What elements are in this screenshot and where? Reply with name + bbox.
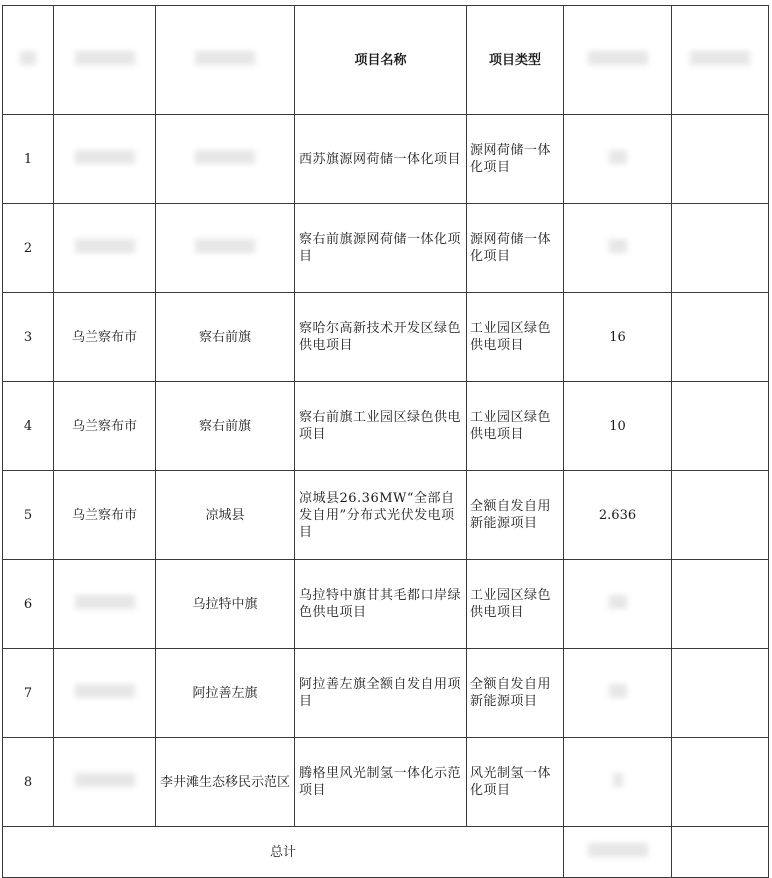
row-project-type: 全额自发自用新能源项目 [467,649,564,738]
row-city [54,204,156,293]
table-row [3,560,769,649]
table-row [3,471,769,560]
row-capacity [564,560,672,649]
row-no: 6 [3,560,54,649]
header-city [54,6,156,115]
total-row [3,827,769,878]
row-note [672,560,769,649]
header-county [156,6,295,115]
row-capacity [564,115,672,204]
row-no: 3 [3,293,54,382]
table-row [3,382,769,471]
table-row [3,204,769,293]
table-row [3,115,769,204]
row-no: 8 [3,738,54,827]
header-project-type: 项目类型 [467,6,564,115]
table-row [3,293,769,382]
row-city: 乌兰察布市 [54,293,156,382]
row-project-name: 察右前旗源网荷储一体化项目 [295,204,467,293]
total-label: 总计 [3,827,564,878]
header-project-name: 项目名称 [295,6,467,115]
row-project-name: 西苏旗源网荷储一体化项目 [295,115,467,204]
row-county: 察右前旗 [156,293,295,382]
row-county [156,204,295,293]
row-note [672,471,769,560]
row-project-name: 凉城县26.36MW“全部自发自用”分布式光伏发电项目 [295,471,467,560]
row-county: 察右前旗 [156,382,295,471]
row-city: 乌兰察布市 [54,471,156,560]
row-project-type: 源网荷储一体化项目 [467,115,564,204]
row-capacity [564,649,672,738]
row-project-name: 察右前旗工业园区绿色供电项目 [295,382,467,471]
row-capacity: 16 [564,293,672,382]
row-note [672,738,769,827]
row-county: 乌拉特中旗 [156,560,295,649]
row-note [672,649,769,738]
row-project-name: 乌拉特中旗甘其毛都口岸绿色供电项目 [295,560,467,649]
table-row [3,738,769,827]
row-city [54,560,156,649]
row-capacity [564,204,672,293]
row-city [54,649,156,738]
row-capacity: 2.636 [564,471,672,560]
total-note [672,827,769,878]
project-table [2,5,769,878]
row-county: 阿拉善左旗 [156,649,295,738]
row-capacity [564,738,672,827]
row-project-type: 全额自发自用新能源项目 [467,471,564,560]
header-index [3,6,54,115]
row-project-name: 腾格里风光制氢一体化示范项目 [295,738,467,827]
row-project-type: 工业园区绿色供电项目 [467,293,564,382]
table-row [3,649,769,738]
row-project-name: 察哈尔高新技术开发区绿色供电项目 [295,293,467,382]
row-city: 乌兰察布市 [54,382,156,471]
row-no: 1 [3,115,54,204]
row-county [156,115,295,204]
row-no: 5 [3,471,54,560]
row-project-type: 工业园区绿色供电项目 [467,382,564,471]
row-project-name: 阿拉善左旗全额自发自用项目 [295,649,467,738]
row-note [672,382,769,471]
row-note [672,204,769,293]
row-project-type: 风光制氢一体化项目 [467,738,564,827]
row-note [672,115,769,204]
row-project-type: 源网荷储一体化项目 [467,204,564,293]
row-no: 2 [3,204,54,293]
row-no: 7 [3,649,54,738]
row-project-type: 工业园区绿色供电项目 [467,560,564,649]
row-city [54,115,156,204]
row-city [54,738,156,827]
total-capacity [564,827,672,878]
header-note [672,6,769,115]
row-county: 凉城县 [156,471,295,560]
row-note [672,293,769,382]
row-county: 李井滩生态移民示范区 [156,738,295,827]
table-header-row [3,6,769,115]
row-no: 4 [3,382,54,471]
row-capacity: 10 [564,382,672,471]
header-capacity [564,6,672,115]
